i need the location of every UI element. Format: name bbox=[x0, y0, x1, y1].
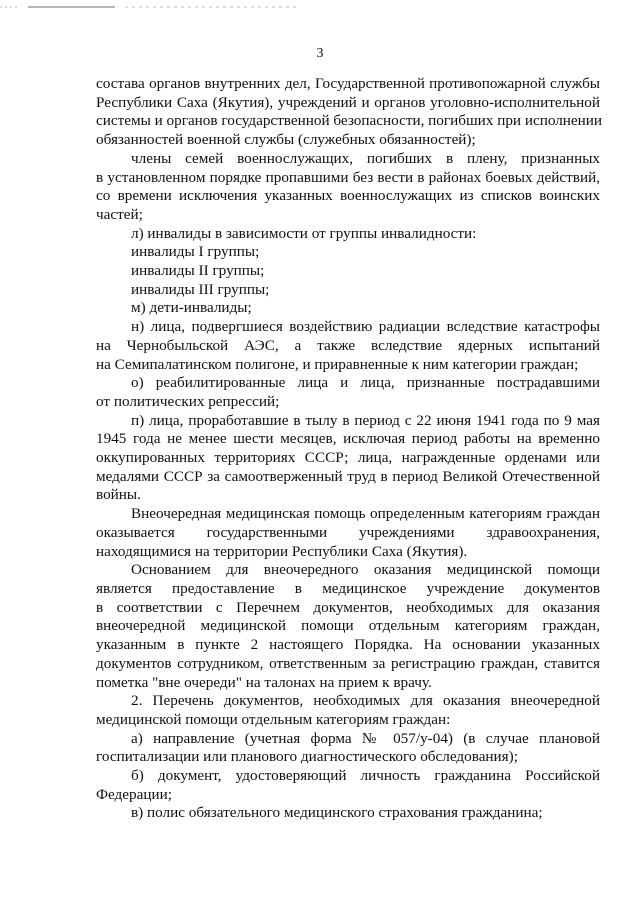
text-line: члены семей военнослужащих, погибших в плену, признанных bbox=[131, 149, 600, 167]
paragraph bbox=[96, 243, 600, 262]
text-line: состава органов внутренних дел, Государственной противопожарной службы bbox=[96, 75, 600, 92]
paragraph bbox=[96, 505, 600, 561]
text-line: инвалиды III группы; bbox=[131, 280, 270, 298]
text-line: медицинской помощи отдельным категориям граждан: bbox=[96, 710, 451, 728]
paragraph bbox=[96, 262, 600, 281]
text-line: Внеочередная медицинская помощь определенным категориям граждан bbox=[131, 505, 600, 523]
paragraph bbox=[96, 318, 600, 374]
text-line: в) полис обязательного медицинского страхования гражданина; bbox=[131, 804, 543, 822]
text-line: н) лица, подвергшиеся воздействию радиации вследствие катастрофы bbox=[131, 318, 600, 336]
text-line: частей; bbox=[96, 205, 143, 223]
paragraph bbox=[96, 75, 603, 150]
paragraph bbox=[96, 692, 600, 729]
paragraph bbox=[96, 804, 600, 823]
text-line: инвалиды II группы; bbox=[131, 262, 265, 280]
text-line: медалями СССР за самоотверженный труд в период Великой Отечественной bbox=[96, 467, 600, 485]
scan-artifact-line bbox=[0, 5, 300, 9]
text-line: оккупированных территориях СССР; лица, награжденные орденами или bbox=[96, 449, 600, 467]
text-line: оказывается государственными учреждениями здравоохранения, bbox=[96, 523, 600, 541]
text-line: Основанием для внеочередного оказания медицинской помощи bbox=[131, 561, 600, 579]
paragraph bbox=[96, 730, 600, 767]
text-line: а) направление (учетная форма № 057/у-04) (в случае плановой bbox=[131, 729, 600, 747]
text-line: является предоставление в медицинское учреждение документов bbox=[96, 579, 600, 597]
paragraph bbox=[96, 412, 600, 506]
text-line: в установленном порядке пропавшими без вести в районах боевых действий, bbox=[96, 168, 600, 186]
text-line: Федерации; bbox=[96, 785, 172, 803]
text-line: на Семипалатинском полигоне, и приравненные к ним категории граждан; bbox=[96, 355, 579, 373]
paragraph bbox=[96, 150, 600, 225]
text-line: 2. Перечень документов, необходимых для оказания внеочередной bbox=[131, 692, 600, 710]
text-line: госпитализации или планового диагностического обследования); bbox=[96, 748, 518, 766]
text-line: внеочередной медицинской помощи отдельным категориям граждан, bbox=[96, 617, 600, 635]
paragraph bbox=[96, 767, 600, 804]
text-line: инвалиды I группы; bbox=[131, 243, 260, 261]
paragraph bbox=[96, 281, 600, 300]
text-line: л) инвалиды в зависимости от группы инвалидности: bbox=[131, 224, 477, 242]
text-line: находящимися на территории Республики Саха (Якутия). bbox=[96, 542, 468, 560]
paragraph bbox=[96, 561, 600, 692]
text-line: 1945 года не менее шести месяцев, исключая период работы на временно bbox=[96, 430, 600, 448]
text-line: Республики Саха (Якутия), учреждений и органов уголовно-исполнительной bbox=[96, 93, 600, 111]
text-line: о) реабилитированные лица и лица, признанные пострадавшими bbox=[131, 374, 600, 392]
text-line: м) дети-инвалиды; bbox=[131, 299, 252, 317]
text-line: документов сотрудником, ответственным за регистрацию граждан, ставится bbox=[96, 654, 600, 672]
text-line: от политических репрессий; bbox=[96, 392, 280, 410]
text-line: обязанностей военной службы (служебных обязанностей); bbox=[96, 131, 476, 149]
page-number: 3 bbox=[316, 46, 324, 61]
paragraph bbox=[96, 225, 600, 244]
paragraph bbox=[96, 374, 600, 411]
text-line: в соответствии с Перечнем документов, необходимых для оказания bbox=[96, 598, 600, 616]
text-line: б) документ, удостоверяющий личность гражданина Российской bbox=[131, 767, 600, 785]
document-body bbox=[96, 75, 603, 823]
text-line: на Чернобыльской АЭС, а также вследствие ядерных испытаний bbox=[96, 336, 600, 354]
text-line: войны. bbox=[96, 486, 141, 504]
text-line: системы и органов государственной безопасности, погибших при исполнении bbox=[96, 112, 603, 130]
text-line: указанным в пункте 2 настоящего Порядка. На основании указанных bbox=[96, 636, 600, 654]
text-line: п) лица, проработавшие в тылу в период с 22 июня 1941 года по 9 мая bbox=[131, 411, 600, 429]
paragraph bbox=[96, 299, 600, 318]
text-line: пометка "вне очереди" на талонах на прием к врачу. bbox=[96, 673, 432, 691]
text-line: со времени исключения указанных военнослужащих из списков воинских bbox=[96, 187, 600, 205]
